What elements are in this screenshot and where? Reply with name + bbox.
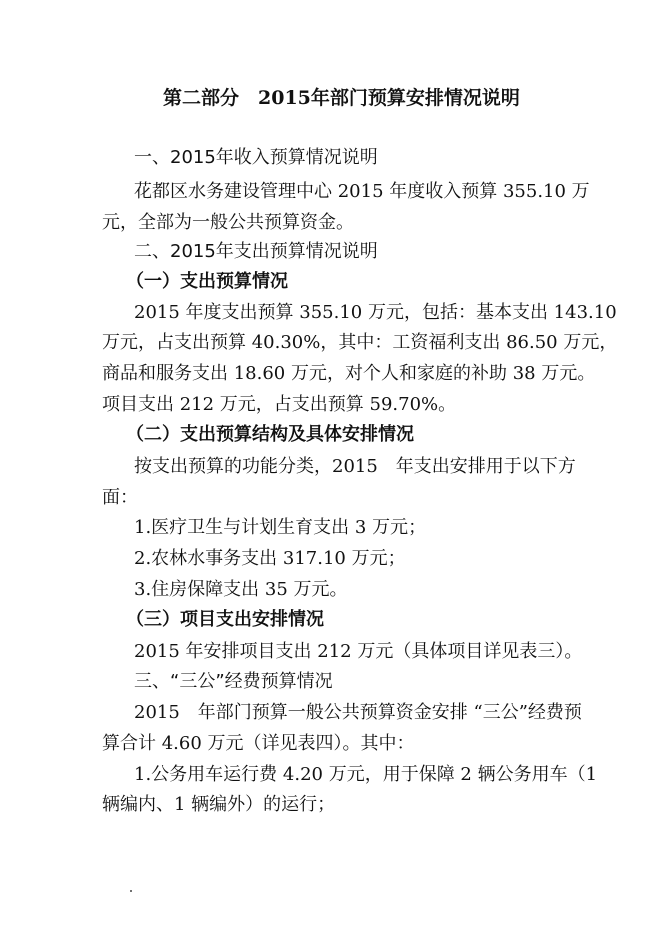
structure-paragraph-line: 按支出预算的功能分类，2015 年支出安排用于以下方 bbox=[134, 456, 576, 477]
project-paragraph-line: 2015 年安排项目支出 212 万元（具体项目详见表三）。 bbox=[134, 641, 583, 662]
list-item: 1.医疗卫生与计划生育支出 3 万元； bbox=[134, 517, 427, 538]
section-heading-income: 一、2015年收入预算情况说明 bbox=[134, 147, 378, 168]
subheading-project-expenditure: （三）项目支出安排情况 bbox=[126, 609, 324, 630]
expenditure-paragraph-line: 2015 年度支出预算 355.10 万元，包括：基本支出 143.10 bbox=[134, 302, 617, 323]
list-item: 辆编内、1 辆编外）的运行； bbox=[102, 794, 336, 815]
expenditure-paragraph-line: 万元，占支出预算 40.30%，其中：工资福利支出 86.50 万元， bbox=[102, 332, 618, 353]
section-heading-three-public: 三、“三公”经费预算情况 bbox=[134, 671, 333, 692]
list-item: 3.住房保障支出 35 万元。 bbox=[134, 579, 348, 600]
list-item: 1.公务用车运行费 4.20 万元，用于保障 2 辆公务用车（1 bbox=[134, 764, 598, 785]
section-heading-expenditure: 二、2015年支出预算情况说明 bbox=[134, 241, 378, 262]
scan-speck bbox=[130, 890, 132, 892]
three-public-paragraph-line: 算合计 4.60 万元（详见表四）。其中： bbox=[102, 733, 415, 754]
list-item: 2.农林水事务支出 317.10 万元； bbox=[134, 548, 406, 569]
income-paragraph-line: 花都区水务建设管理中心 2015 年度收入预算 355.10 万 bbox=[134, 181, 590, 202]
structure-paragraph-line: 面： bbox=[102, 487, 138, 508]
expenditure-paragraph-line: 项目支出 212 万元，占支出预算 59.70%。 bbox=[102, 394, 457, 415]
income-paragraph-line: 元，全部为一般公共预算资金。 bbox=[102, 212, 354, 233]
subheading-expenditure-structure: （二）支出预算结构及具体安排情况 bbox=[126, 424, 414, 445]
subheading-expenditure-overview: （一）支出预算情况 bbox=[126, 271, 288, 292]
three-public-paragraph-line: 2015 年部门预算一般公共预算资金安排 “三公”经费预 bbox=[134, 702, 582, 723]
expenditure-paragraph-line: 商品和服务支出 18.60 万元，对个人和家庭的补助 38 万元。 bbox=[102, 363, 596, 384]
page-title: 第二部分 2015年部门预算安排情况说明 bbox=[163, 87, 520, 109]
